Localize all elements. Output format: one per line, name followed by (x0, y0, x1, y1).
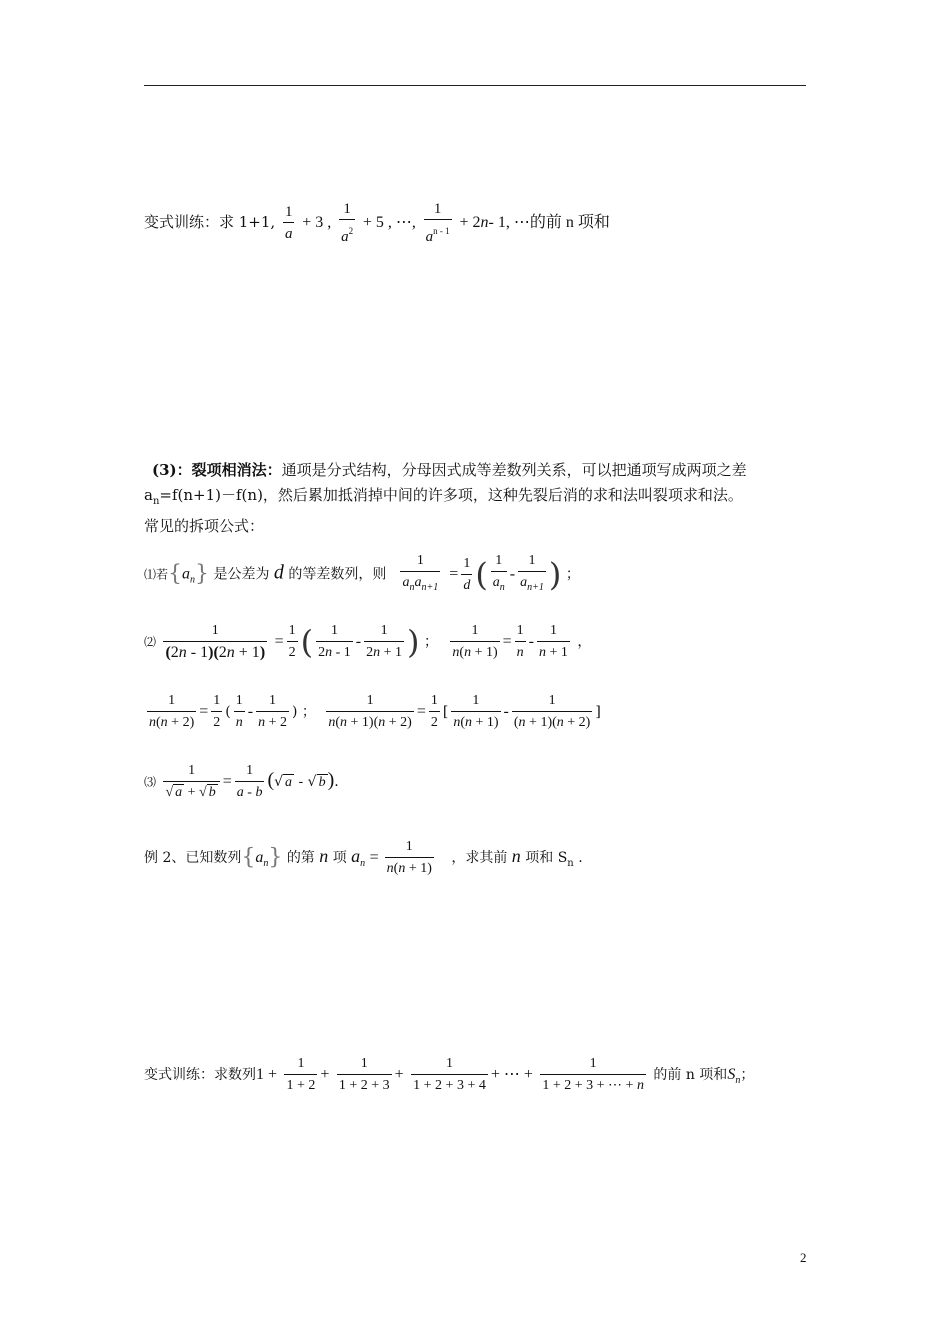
formula-2b: $\frac{1}{n(n + 2)}$ = $\frac{1}{2}$ ( $\frac{1}{n}$ - $\frac{1}{n + 2}$ ) ； $\frac{1}{n(n + 1)(n + 2)}$ = $\frac{1}{2}$ [ $\frac{1}{n(n + 1)}$ - $\frac{1}{(n + 1)(n + 2)}$ ] (149, 693, 601, 730)
formula-2a: ⑵ $\frac{1}{(2n - 1)(2n + 1)}$ = $\frac{1}{2}$ ( $\frac{1}{2n - 1}$ - $\frac{1}{2n + 1}$ ) ； $\frac{1}{n(n + 1)}$ = $\frac{1}{n}$ - $\frac{1}{n + 1}$ ， (144, 623, 592, 661)
variant1-prefix: 变式训练：求 1+1, (144, 213, 276, 231)
formula-3: ⑶ $\frac{1}{√ a + √ b}$ = $\frac{1}{a - b}$ (√ a - √ b ). (144, 763, 339, 800)
variant-training-2: 变式训练：求数列1 + $\frac{1}{1 + 2}$ + $\frac{1}{1 + 2 + 3}$ + $\frac{1}{1 + 2 + 3 + 4}$ + ⋯ + $\frac{1}{1 + 2 + 3 + \cdots + n}$ 的前 n 项和$S_n$； (144, 1056, 755, 1093)
header-rule (144, 85, 806, 86)
page-number: 2 (800, 1250, 807, 1265)
section3-title: (3)：裂项相消法： (152, 461, 282, 479)
fraction-odd-product: $\frac{1}{(2n - 1)(2n + 1)}$ (165, 623, 266, 661)
fraction-1-over-anan1: $\frac{1}{a_na_{n+1}}$ (399, 552, 442, 597)
fraction-1-over-a2: $\frac{1}{a^2}$ (341, 201, 354, 245)
example-2: 例 2、已知数列$\{a_n\}$ 的第 n 项 $a_n$ = $\frac{1}{n(n + 1)}$ ，求其前 n 项和 $S_n$ . (144, 839, 583, 876)
formula-1: ⑴若$\{a_n\}$ 是公差为 d 的等差数列，则 $\frac{1}{a_na_{n+1}}$ = $\frac{1}{d}$ ( $\frac{1}{a_n}$ - $\frac{1}{a_{n+1}}$ ) ； (144, 552, 580, 597)
fraction-1-over-an-1: $\frac{1}{a^{n - 1}}$ (425, 201, 450, 245)
section3-text: (3)：裂项相消法：通项是分式结构，分母因式成等差数列关系，可以把通项写成两项之差 $a_n=f(n+1)-f(n)$，然后累加抵消掉中间的许多项，这种先裂后消的求和法叫裂项求和法。 常见的拆项公式： (144, 461, 747, 535)
variant-training-1: 变式训练：求 1+1, $\frac{1}{a}$ + 3 , $\frac{1}{a^2}$ + 5 , ⋯, $\frac{1}{a^{n - 1}}$ + 2n- 1, ⋯的前 n 项和 (144, 201, 610, 245)
fraction-1-over-a: $\frac{1}{a}$ (284, 204, 293, 242)
